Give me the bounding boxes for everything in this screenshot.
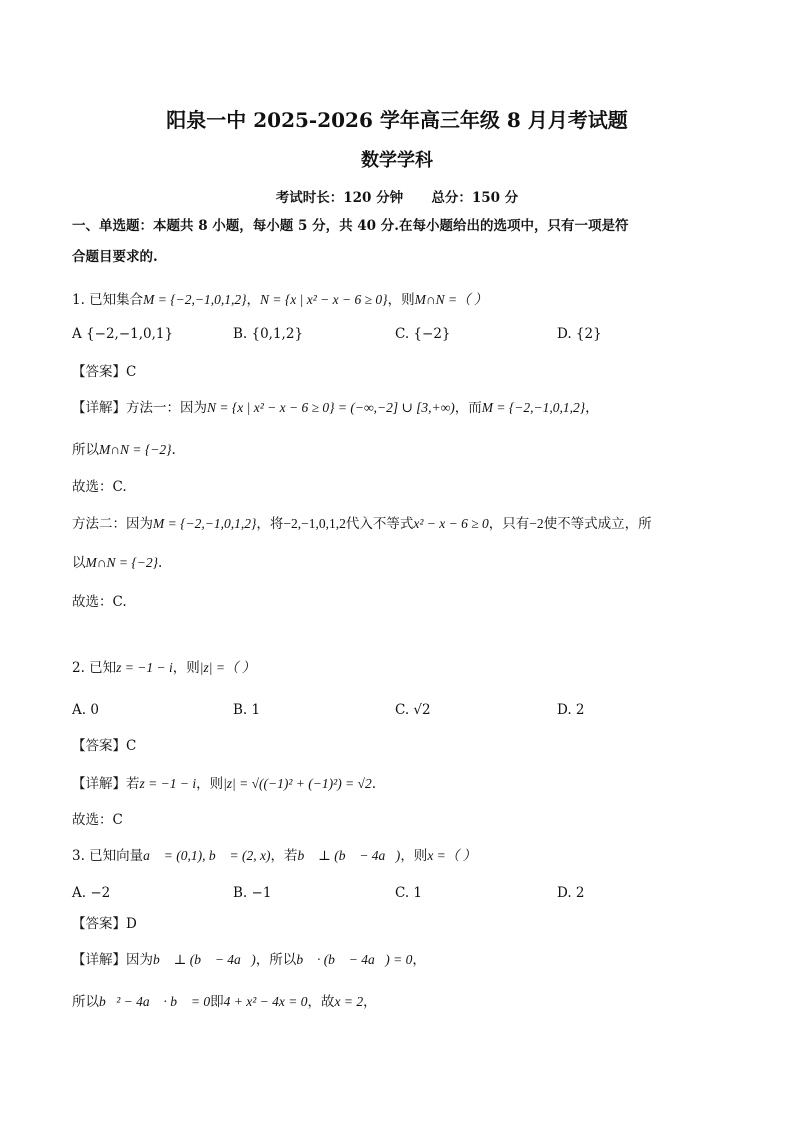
q2-stem xyxy=(72,658,255,678)
q1-detail-line1 xyxy=(72,398,599,418)
q1-stem-a: 1. 已知集合 xyxy=(72,292,144,308)
q2-stem-b: ，则 xyxy=(172,660,200,676)
q1-method2-c: ，将 xyxy=(256,516,284,532)
q3-detail1-e: ， xyxy=(412,952,426,968)
q1-option-c: C. {−2} xyxy=(395,326,451,342)
exam-info: 考试时长：120 分钟 总分：150 分 xyxy=(275,190,519,206)
q2-detail-d: |z| = √((−1)² + (−1)²) = √2 xyxy=(223,776,372,791)
q3-detail-line1 xyxy=(72,950,426,970)
q1-method2-i: 使不等式成立，所 xyxy=(543,516,652,532)
q1-method2-h: −2 xyxy=(529,516,544,531)
q1-detail1-b: N = {x | x² − x − 6 ≥ 0} = (−∞,−2] ∪ [3,+∞) xyxy=(207,400,455,415)
q3-detail2-g: ， xyxy=(363,994,377,1010)
section-heading-line1: 一、单选题：本题共 8 小题，每小题 5 分，共 40 分.在每小题给出的选项中，只有一项是符 xyxy=(72,218,629,234)
q1-detail2-c: . xyxy=(171,442,176,458)
subject-title: 数学学科 xyxy=(361,150,433,171)
q1-detail1-e: ， xyxy=(585,400,599,416)
q1-answer: 【答案】C xyxy=(72,364,137,380)
q1-option-a: A {−2,−1,0,1} xyxy=(72,326,174,342)
q2-detail-a: 【详解】若 xyxy=(72,776,140,792)
q2-detail-b: z = −1 − i xyxy=(139,776,197,791)
q2-stem-a: 2. 已知 xyxy=(72,660,117,676)
q1-method2-d: −2,−1,0,1,2 xyxy=(283,516,346,531)
q1-method2-e: 代入不等式 xyxy=(345,516,414,532)
q1-detail1-d: M = {−2,−1,0,1,2} xyxy=(481,400,586,415)
q1-option-b: B. {0,1,2} xyxy=(233,326,304,342)
q1-set-n: N = {x | x² − x − 6 ≥ 0} xyxy=(260,292,388,307)
q3-detail2-d: 4 + x² − 4x = 0 xyxy=(223,994,308,1009)
q3-detail-line2 xyxy=(72,992,377,1012)
q2-detail-e: . xyxy=(371,776,377,792)
q3-stem-b: ，若 xyxy=(270,848,298,864)
q2-detail-c: ，则 xyxy=(196,776,224,792)
q3-detail1-c: ，所以 xyxy=(255,952,297,968)
q1-detail-line2 xyxy=(72,440,176,460)
q1-method2-line2-a: 以 xyxy=(72,555,86,571)
q3-option-a: A. −2 xyxy=(72,885,111,901)
q3-detail2-b: b⃗² − 4a⃗ · b⃗ = 0 xyxy=(99,994,211,1009)
q1-option-d: D. {2} xyxy=(557,326,602,342)
q1-stem xyxy=(72,290,487,310)
q1-choose2: 故选：C. xyxy=(72,594,127,610)
q2-detail xyxy=(72,774,376,794)
q2-option-d: D. 2 xyxy=(557,702,585,718)
q3-detail1-d: b⃗ · (b⃗ − 4a⃗) = 0 xyxy=(296,952,413,967)
q3-option-c: C. 1 xyxy=(395,885,423,901)
q3-expr2: b⃗ ⊥ (b⃗ − 4a⃗) xyxy=(297,848,401,863)
q1-detail2-a: 所以 xyxy=(72,442,99,458)
q3-expr3: x =（ ） xyxy=(427,848,477,863)
q1-detail2-b: M∩N = {−2} xyxy=(99,442,172,457)
q3-detail2-e: ，故 xyxy=(307,994,335,1010)
section-heading-line2: 合题目要求的. xyxy=(72,249,158,265)
q1-method2-f: x² − x − 6 ≥ 0 xyxy=(413,516,489,531)
q1-set-m: M = {−2,−1,0,1,2} xyxy=(143,292,247,307)
q3-option-b: B. −1 xyxy=(233,885,272,901)
q3-detail2-a: 所以 xyxy=(72,994,99,1010)
q1-method2-line1 xyxy=(72,514,652,534)
q2-choose: 故选：C xyxy=(72,812,123,828)
q1-method2-line2-c: . xyxy=(158,555,163,571)
q2-answer: 【答案】C xyxy=(72,738,137,754)
q3-stem xyxy=(72,846,476,866)
q1-method2-a: 方法二：因为 xyxy=(72,516,153,532)
q1-stem-b: ，则 xyxy=(387,292,415,308)
q3-stem-a: 3. 已知向量 xyxy=(72,848,144,864)
q1-detail1-c: ，而 xyxy=(454,400,482,416)
q2-expr2: |z| =（ ） xyxy=(199,660,256,675)
q1-method2-g: ，只有 xyxy=(488,516,530,532)
q1-detail1-a: 【详解】方法一：因为 xyxy=(72,400,207,416)
q2-option-b: B. 1 xyxy=(233,702,261,718)
q3-answer: 【答案】D xyxy=(72,916,137,932)
q2-expr1: z = −1 − i xyxy=(116,660,173,675)
q1-method2-line2 xyxy=(72,553,162,573)
q3-detail1-b: b⃗ ⊥ (b⃗ − 4a⃗) xyxy=(153,952,256,967)
q1-sep: ， xyxy=(246,292,261,308)
q1-expr: M∩N =（ ） xyxy=(414,292,488,307)
q3-stem-c: ，则 xyxy=(400,848,428,864)
q2-option-c: C. √2 xyxy=(395,702,431,718)
q3-detail2-f: x = 2 xyxy=(334,994,364,1009)
page-title: 阳泉一中 2025-2026 学年高三年级 8 月月考试题 xyxy=(166,108,628,132)
q3-detail2-c: 即 xyxy=(210,994,224,1010)
q3-detail1-a: 【详解】因为 xyxy=(72,952,153,968)
q1-method2-line2-b: M∩N = {−2} xyxy=(85,555,159,570)
q1-choose: 故选：C. xyxy=(72,479,127,495)
q1-method2-b: M = {−2,−1,0,1,2} xyxy=(153,516,257,531)
q3-expr1: a⃗ = (0,1), b⃗ = (2, x) xyxy=(143,848,271,863)
q2-option-a: A. 0 xyxy=(72,702,99,718)
q3-option-d: D. 2 xyxy=(557,885,585,901)
